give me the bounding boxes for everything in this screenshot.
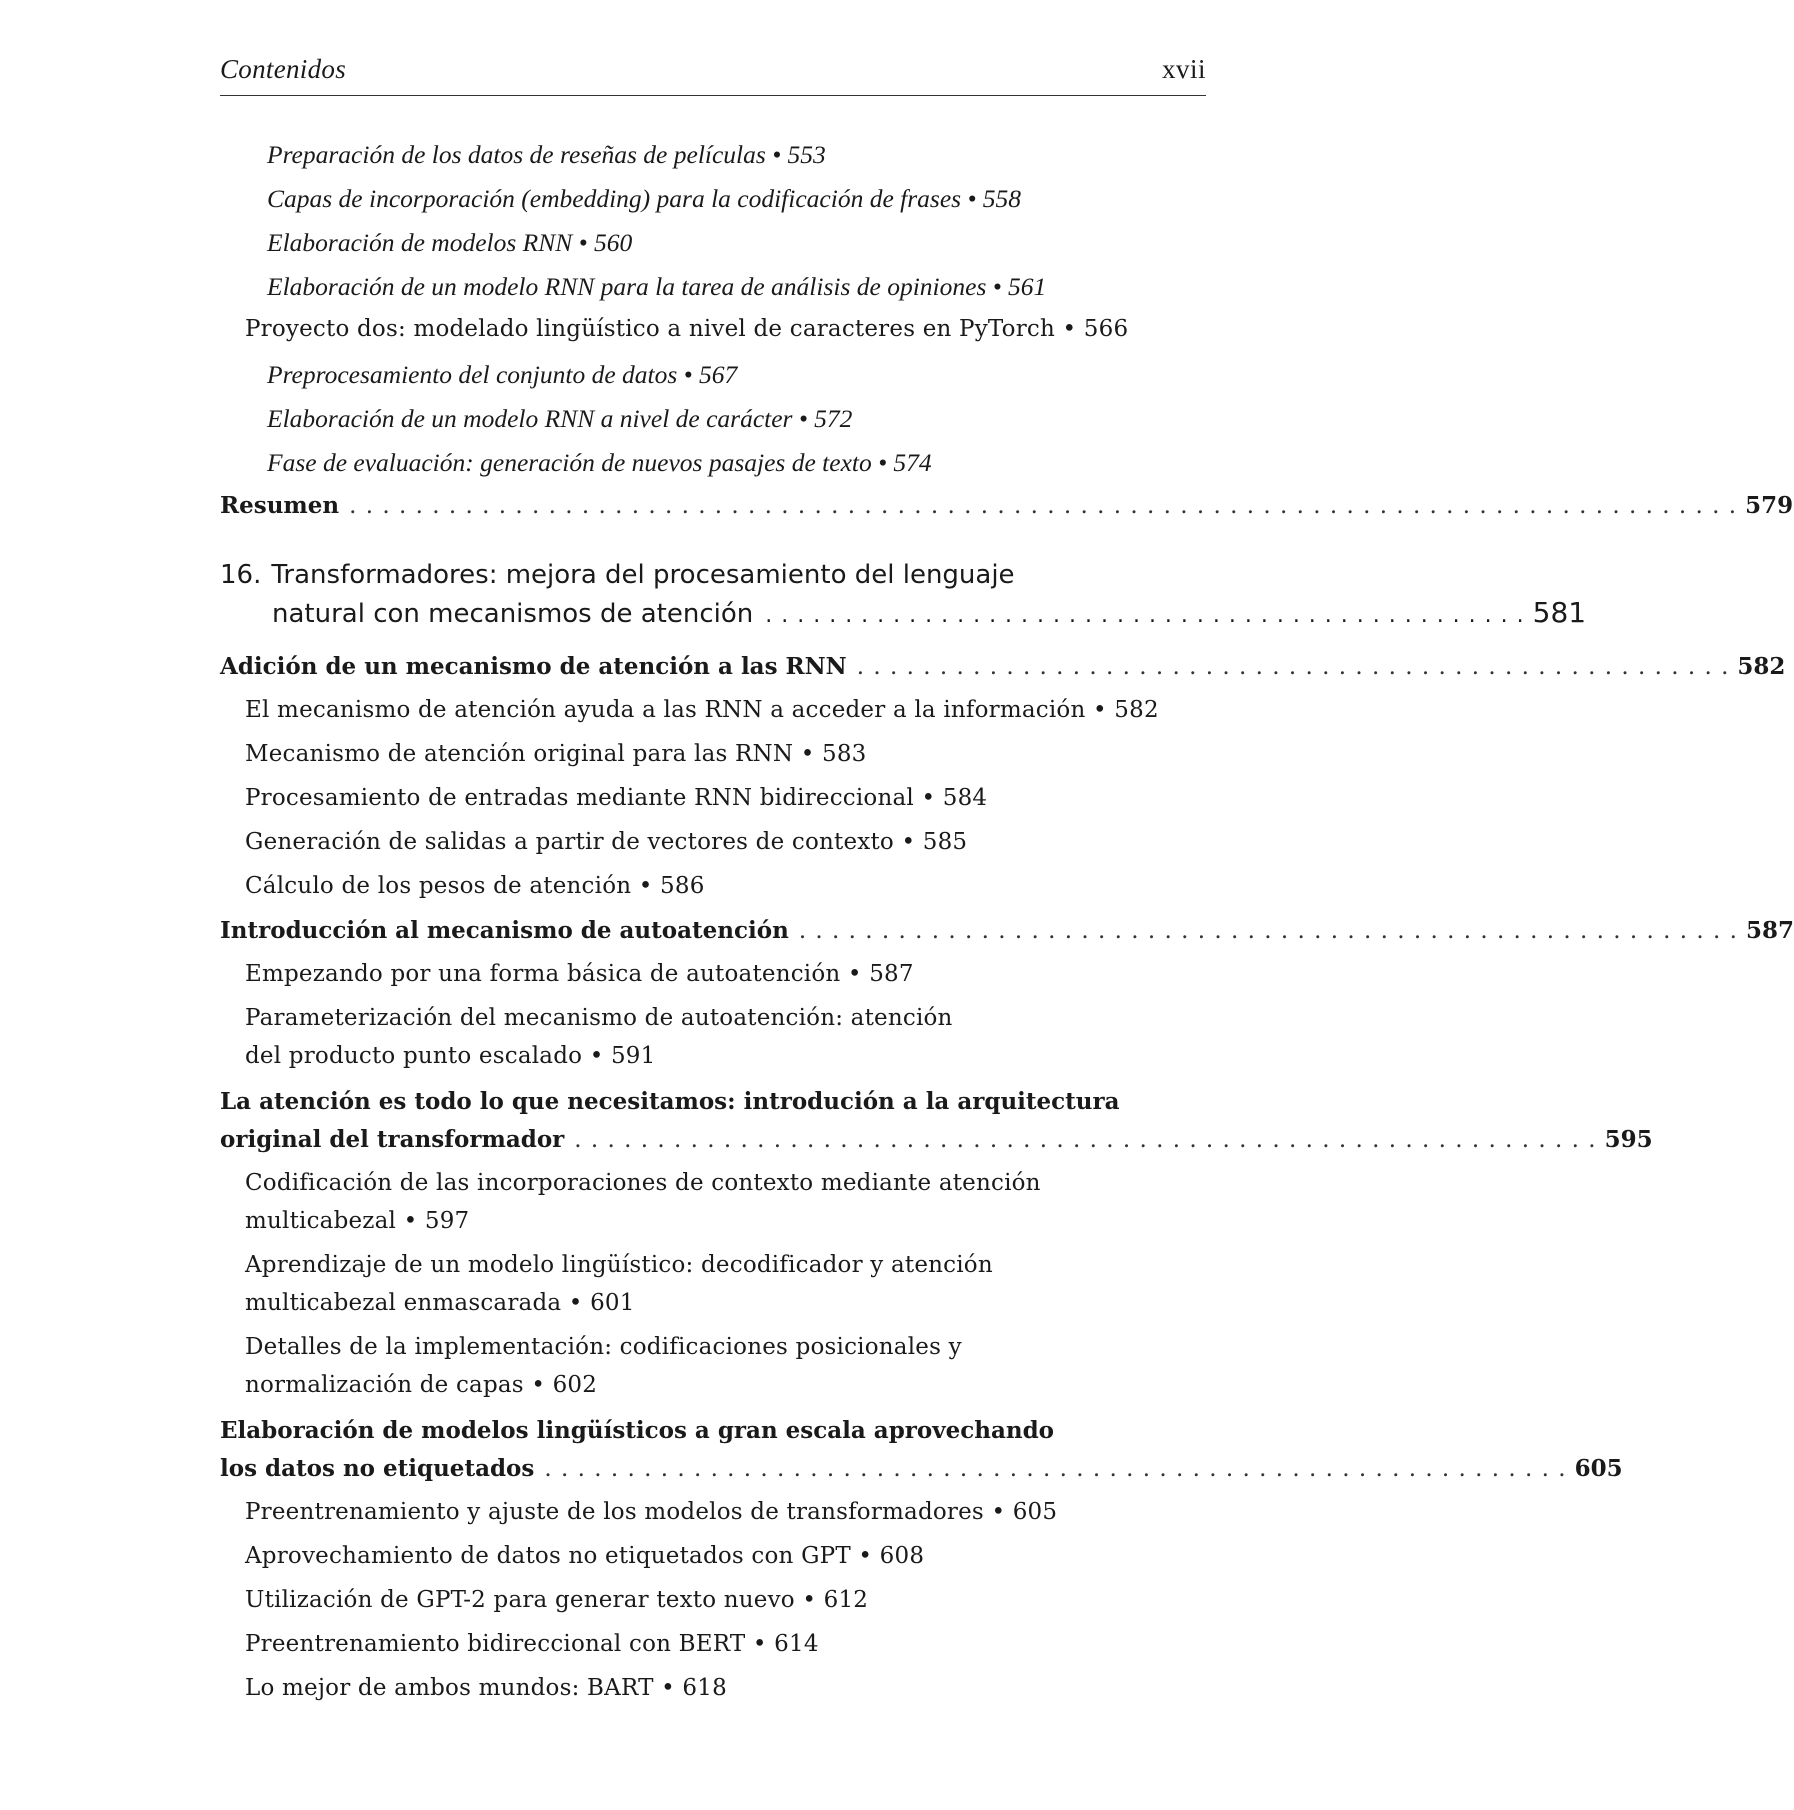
toc-entry[interactable]: Preparación de los datos de reseñas de películas • 553 — [267, 140, 826, 169]
toc-entry[interactable]: Detalles de la implementación: codificaciones posicionales y — [245, 1334, 962, 1360]
toc-section-line-1[interactable] — [220, 1417, 1206, 1444]
section-page: 579 — [1745, 492, 1794, 519]
toc-entry[interactable]: Mecanismo de atención original para las RNN • 583 — [245, 741, 867, 767]
leader-dots: . . . . . . . . . . . . . . . . . . . . . . . . . . . . . . . . . . . . . . . . . . . . . . . . . . . . . . . . . — [798, 918, 1738, 944]
section-page: 595 — [1604, 1126, 1653, 1153]
section-label: Adición de un mecanismo de atención a las RNN — [220, 653, 847, 680]
toc-entry[interactable]: Empezando por una forma básica de autoatención • 587 — [245, 961, 914, 987]
chapter-page: 581 — [1532, 596, 1587, 629]
toc-entry[interactable]: Aprovechamiento de datos no etiquetados con GPT • 608 — [245, 1543, 925, 1569]
section-label: Resumen — [220, 492, 340, 519]
toc-entry[interactable]: Elaboración de un modelo RNN a nivel de carácter • 572 — [267, 404, 853, 433]
running-head-page-number: xvii — [1161, 54, 1206, 84]
leader-dots: . . . . . . . . . . . . . . . . . . . . . . . . . . . . . . . . . . . . . . . . . . . . . . . . . . . . . . . . . . . . . . . . . . . . . . . . . . . . . . . . . . . . — [349, 493, 1738, 519]
toc-entry[interactable]: Parameterización del mecanismo de autoatención: atención — [245, 1005, 953, 1031]
toc-entry[interactable]: El mecanismo de atención ayuda a las RNN a acceder a la información • 582 — [245, 697, 1159, 723]
toc-section-line-2[interactable] — [220, 1126, 1653, 1153]
toc-entry[interactable]: Generación de salidas a partir de vectores de contexto • 585 — [245, 829, 968, 855]
chapter-number: 16. — [220, 560, 262, 590]
toc-entry[interactable]: Capas de incorporación (embedding) para la codificación de frases • 558 — [267, 184, 1021, 213]
toc-entry[interactable]: Fase de evaluación: generación de nuevos pasajes de texto • 574 — [267, 448, 932, 477]
toc-entry[interactable]: Preprocesamiento del conjunto de datos • 567 — [267, 360, 738, 389]
toc-entry[interactable]: Elaboración de modelos RNN • 560 — [267, 228, 633, 257]
toc-section-summary[interactable] — [220, 492, 1794, 519]
toc-section-line-2[interactable] — [220, 1455, 1623, 1482]
toc-chapter-heading[interactable] — [220, 560, 1587, 629]
leader-dots: . . . . . . . . . . . . . . . . . . . . . . . . . . . . . . . . . . . . . . . . . . . . . . . . . . . . . . . . . . . . . . — [544, 1456, 1567, 1482]
section-label-line-1: Elaboración de modelos lingüísticos a gran escala aprovechando — [220, 1417, 1055, 1444]
toc-entry[interactable]: Elaboración de un modelo RNN para la tarea de análisis de opiniones • 561 — [267, 272, 1047, 301]
toc-entry[interactable]: Preentrenamiento bidireccional con BERT • 614 — [245, 1631, 819, 1657]
section-label: Introducción al mecanismo de autoatención — [220, 917, 789, 944]
chapter-title-line-2: natural con mecanismos de atención — [272, 599, 754, 629]
toc-entry[interactable]: Procesamiento de entradas mediante RNN bidireccional • 584 — [245, 785, 988, 811]
toc-entry-project-two[interactable]: Proyecto dos: modelado lingüístico a nivel de caracteres en PyTorch • 566 — [245, 316, 1129, 342]
toc-entry-continued[interactable]: del producto punto escalado • 591 — [245, 1043, 656, 1069]
toc-section-line-1[interactable] — [220, 1088, 1206, 1115]
running-head — [220, 52, 1206, 96]
toc-section[interactable] — [220, 917, 1794, 944]
running-head-title: Contenidos — [220, 54, 347, 84]
toc-entry-continued[interactable]: multicabezal • 597 — [245, 1208, 470, 1234]
leader-dots: . . . . . . . . . . . . . . . . . . . . . . . . . . . . . . . . . . . . . . . . . . . . . . . . . . . . . — [856, 654, 1730, 680]
leader-dots: . . . . . . . . . . . . . . . . . . . . . . . . . . . . . . . . . . . . . . . . . . . . . . . . — [765, 603, 1525, 628]
toc-entry[interactable]: Lo mejor de ambos mundos: BART • 618 — [245, 1675, 727, 1701]
section-page: 605 — [1574, 1455, 1623, 1482]
leader-dots: . . . . . . . . . . . . . . . . . . . . . . . . . . . . . . . . . . . . . . . . . . . . . . . . . . . . . . . . . . . . . . — [574, 1127, 1597, 1153]
toc-entry[interactable]: Cálculo de los pesos de atención • 586 — [245, 873, 705, 899]
section-page: 587 — [1745, 917, 1794, 944]
toc-entry[interactable]: Preentrenamiento y ajuste de los modelos de transformadores • 605 — [245, 1499, 1058, 1525]
toc-entry-continued[interactable]: multicabezal enmascarada • 601 — [245, 1290, 635, 1316]
section-label-line-2: original del transformador — [220, 1126, 565, 1153]
section-label-line-2: los datos no etiquetados — [220, 1455, 535, 1482]
toc-entry[interactable]: Aprendizaje de un modelo lingüístico: decodificador y atención — [245, 1252, 993, 1278]
toc-entry[interactable]: Utilización de GPT-2 para generar texto nuevo • 612 — [245, 1587, 869, 1613]
section-page: 582 — [1737, 653, 1786, 680]
toc-section[interactable] — [220, 653, 1786, 680]
chapter-title-line-1: Transformadores: mejora del procesamiento del lenguaje — [271, 560, 1015, 590]
toc-entry[interactable]: Codificación de las incorporaciones de contexto mediante atención — [245, 1170, 1041, 1196]
book-page — [220, 0, 1794, 1810]
section-label-line-1: La atención es todo lo que necesitamos: introdución a la arquitectura — [220, 1088, 1120, 1115]
toc-entry-continued[interactable]: normalización de capas • 602 — [245, 1372, 598, 1398]
